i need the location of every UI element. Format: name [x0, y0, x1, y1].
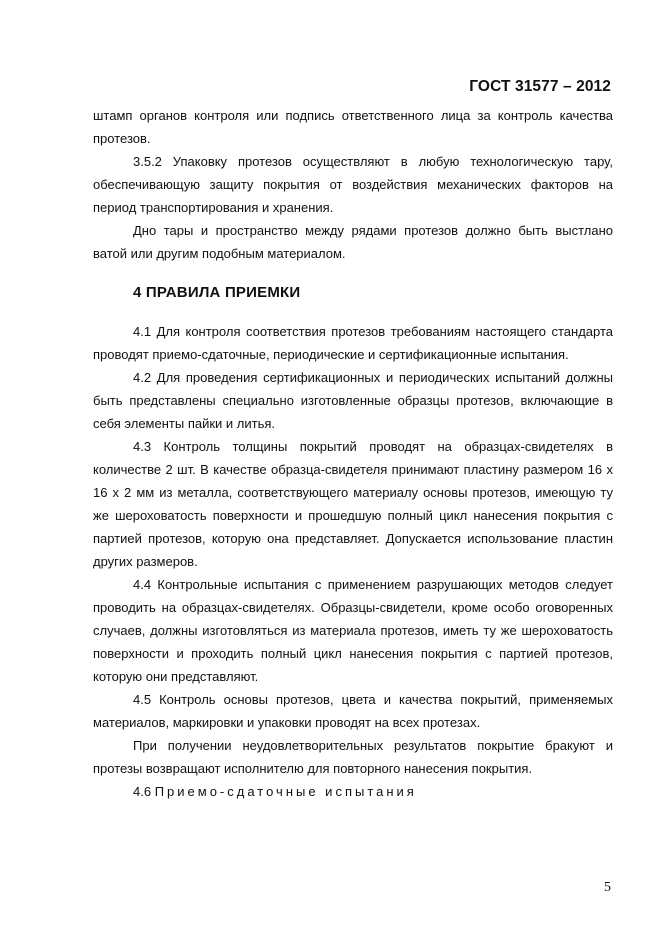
paragraph-3-5-2: 3.5.2 Упаковку протезов осуществляют в любую технологическую тару, обеспечивающую защиту покрытия от воздействия механических факторов на период транспортирования и хранения. [93, 154, 613, 215]
paragraph-4-4: 4.4 Контрольные испытания с применением разрушающих методов следует проводить на образцах-свидетелях. Образцы-свидетели, кроме особо оговоренных случаев, должны изготовляться из материала протезов, иметь ту же шероховатость поверхности и проходить полный цикл нанесения покрытия с партией протезов, которую они представляют. [93, 577, 613, 684]
paragraph-continuation: штамп органов контроля или подпись ответственного лица за контроль качества протезов. [93, 108, 613, 146]
clause-number: 4.6 [133, 784, 152, 799]
paragraph-4-3: 4.3 Контроль толщины покрытий проводят на образцах-свидетелях в количестве 2 шт. В качестве образца-свидетеля принимают пластину размером 16 х 16 х 2 мм из металла, соответствующего материалу основы протезов, имеющую ту же шероховатость поверхности и прошедшую полный цикл нанесения покрытия с партией протезов, которую она представляет. Допускается использование пластин других размеров. [93, 439, 613, 569]
section-heading: 4 ПРАВИЛА ПРИЕМКИ [133, 284, 301, 301]
page-number: 5 [604, 880, 611, 895]
paragraph-4-6 [93, 780, 613, 803]
paragraph-packaging-bottom: Дно тары и пространство между рядами протезов должно быть выстлано ватой или другим подобным материалом. [93, 223, 613, 261]
document-code: ГОСТ 31577 – 2012 [469, 78, 611, 95]
page-body [93, 104, 613, 803]
paragraph-4-2: 4.2 Для проведения сертификационных и периодических испытаний должны быть представлены специально изготовленные образцы протезов, включающие в себя элементы пайки и литья. [93, 370, 613, 431]
paragraph-4-5: 4.5 Контроль основы протезов, цвета и качества покрытий, применяемых материалов, маркировки и упаковки проводят на всех протезах. [93, 692, 613, 730]
paragraph-4-1: 4.1 Для контроля соответствия протезов требованиям настоящего стандарта проводят приемо-сдаточные, периодические и сертификационные испытания. [93, 324, 613, 362]
paragraph-rejection: При получении неудовлетворительных результатов покрытие бракуют и протезы возвращают исполнителю для повторного нанесения покрытия. [93, 738, 613, 776]
clause-title: Приемо-сдаточные испытания [154, 784, 417, 799]
